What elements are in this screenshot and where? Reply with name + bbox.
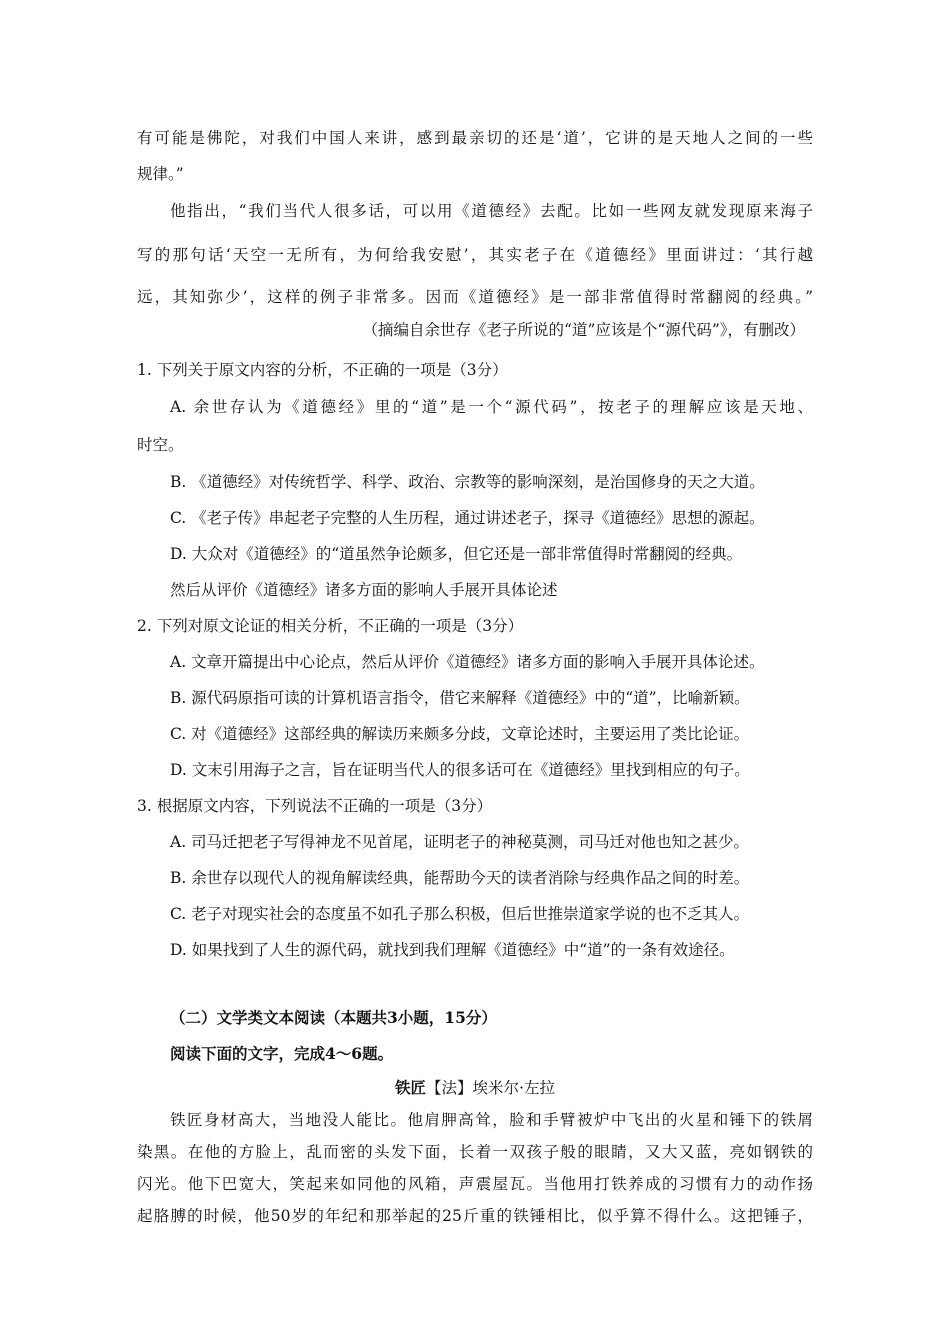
passage-line: 远，其知弥少’，这样的例子非常多。因而《道德经》是一部非常值得时常翻阅的经典。” <box>137 288 813 306</box>
option-a: A. 余世存认为《道德经》里的“道”是一个“源代码”，按老子的理解应该是天地、 <box>170 398 813 416</box>
story-line: 闪光。他下巴宽大，笑起来如同他的风箱，声震屋瓦。当他用打铁养成的习惯有力的动作扬 <box>137 1175 813 1193</box>
option-d: D. 文末引用海子之言，旨在证明当代人的很多话可在《道德经》里找到相应的句子。 <box>170 761 750 779</box>
option-b: B. 余世存以现代人的视角解读经典，能帮助今天的读者消除与经典作品之间的时差。 <box>170 869 750 887</box>
story-line: 起胳膊的时候，他50岁的年纪和那举起的25斤重的铁锤相比，似乎算不得什么。这把锤子， <box>137 1207 813 1225</box>
option-d: D. 大众对《道德经》的“道虽然争论颇多，但它还是一部非常值得时常翻阅的经典。 <box>170 545 743 563</box>
question-stem: 2. 下列对原文论证的相关分析，不正确的一项是（3分） <box>137 617 524 635</box>
story-line: 染黑。在他的方脸上，乱而密的头发下面，长着一双孩子般的眼睛，又大又蓝，亮如钢铁的 <box>137 1143 813 1161</box>
story-line: 铁匠身材高大，当地没人能比。他肩胛高耸，脸和手臂被炉中飞出的火星和锤下的铁屑 <box>170 1111 813 1129</box>
option-d: D. 如果找到了人生的源代码，就找到我们理解《道德经》中“道”的一条有效途径。 <box>170 941 735 959</box>
question-stem: 1. 下列关于原文内容的分析，不正确的一项是（3分） <box>137 361 508 379</box>
section-instruction: 阅读下面的文字，完成4～6题。 <box>170 1044 394 1063</box>
stray-line: 然后从评价《道德经》诸多方面的影响人手展开具体论述 <box>170 581 558 599</box>
option-b: B. 源代码原指可读的计算机语言指令，借它来解释《道德经》中的“道”，比喻新颖。 <box>170 689 750 707</box>
story-title <box>137 1078 813 1098</box>
option-a: A. 司马迁把老子写得神龙不见首尾，证明老子的神秘莫测，司马迁对他也知之甚少。 <box>170 833 750 851</box>
option-c: C. 对《道德经》这部经典的解读历来颇多分歧，文章论述时，主要运用了类比论证。 <box>170 725 750 743</box>
option-c: C. 老子对现实社会的态度虽不如孔子那么积极，但后世推崇道家学说的也不乏其人。 <box>170 905 750 923</box>
question-stem: 3. 根据原文内容，下列说法不正确的一项是（3分） <box>137 797 493 815</box>
passage-line: 有可能是佛陀，对我们中国人来讲，感到最亲切的还是‘道’，它讲的是天地人之间的一些 <box>137 129 813 147</box>
section-heading: （二）文学类文本阅读（本题共3小题，15分） <box>170 1008 497 1027</box>
passage-source: （摘编自余世存《老子所说的“道”应该是个“源代码”》，有删改） <box>362 321 805 339</box>
option-b: B. 《道德经》对传统哲学、科学、政治、宗教等的影响深刻，是治国修身的天之大道。 <box>170 473 765 491</box>
passage-line: 写的那句话‘天空一无所有，为何给我安慰’，其实老子在《道德经》里面讲过：‘其行越 <box>137 246 813 264</box>
passage-line: 他指出，“我们当代人很多话，可以用《道德经》去配。比如一些网友就发现原来海子 <box>170 202 813 220</box>
story-author: 【法】埃米尔·左拉 <box>426 1079 555 1097</box>
story-title-main: 铁匠 <box>395 1078 427 1097</box>
passage-line: 规律。” <box>137 165 184 183</box>
option-c: C. 《老子传》串起老子完整的人生历程，通过讲述老子，探寻《道德经》思想的源起。 <box>170 509 765 527</box>
option-a: A. 文章开篇提出中心论点，然后从评价《道德经》诸多方面的影响入手展开具体论述。 <box>170 653 765 671</box>
option-a-cont: 时空。 <box>137 436 184 454</box>
